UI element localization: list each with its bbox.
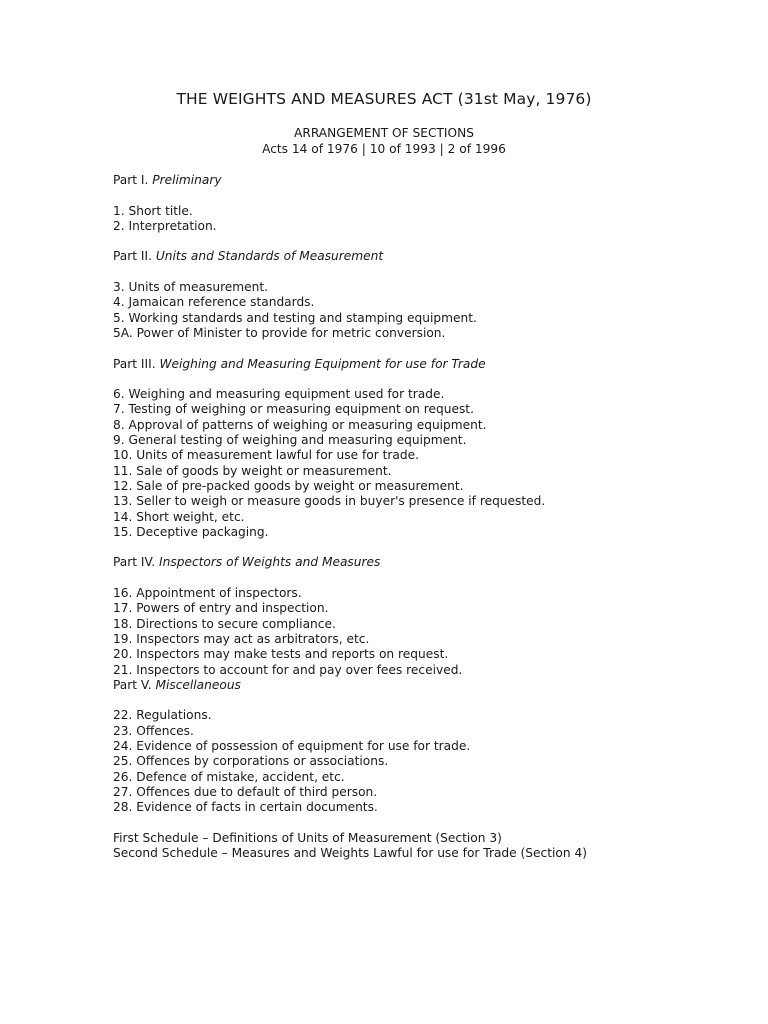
part-heading xyxy=(113,173,733,188)
part-name: Units and Standards of Measurement xyxy=(155,249,384,264)
section-item: 19. Inspectors may act as arbitrators, etc. xyxy=(113,631,370,646)
section-item: 9. General testing of weighing and measuring equipment. xyxy=(113,433,467,448)
section-item: 7. Testing of weighing or measuring equipment on request. xyxy=(113,402,474,417)
section-item: 11. Sale of goods by weight or measurement. xyxy=(113,463,392,478)
section-item: 15. Deceptive packaging. xyxy=(113,524,269,539)
arrangement-heading: ARRANGEMENT OF SECTIONS xyxy=(294,126,474,140)
part-prefix: Part I. xyxy=(113,173,149,187)
part-name: Weighing and Measuring Equipment for use for Trade xyxy=(159,356,486,371)
section-item: 2. Interpretation. xyxy=(113,218,217,233)
section-item: 28. Evidence of facts in certain documents. xyxy=(113,800,378,815)
schedule-item: First Schedule – Definitions of Units of Measurement (Section 3) xyxy=(113,830,502,845)
section-item: 3. Units of measurement. xyxy=(113,280,269,295)
schedule-item: Second Schedule – Measures and Weights Lawful for use for Trade (Section 4) xyxy=(113,846,587,861)
section-item: 8. Approval of patterns of weighing or measuring equipment. xyxy=(113,417,487,432)
section-item: 10. Units of measurement lawful for use for trade. xyxy=(113,448,419,463)
part-heading xyxy=(113,357,733,372)
section-item: 25. Offences by corporations or associations. xyxy=(113,754,389,769)
part-name: Miscellaneous xyxy=(155,677,241,692)
section-item: 18. Directions to secure compliance. xyxy=(113,616,336,631)
part-prefix: Part II. xyxy=(113,249,152,264)
document-title: THE WEIGHTS AND MEASURES ACT (31st May, 1976) xyxy=(176,90,592,108)
part-heading xyxy=(113,678,733,693)
part-prefix: Part V. xyxy=(113,677,152,692)
section-item: 5. Working standards and testing and stamping equipment. xyxy=(113,310,477,325)
section-item: 1. Short title. xyxy=(113,203,193,218)
part-heading xyxy=(113,249,733,264)
section-item: 6. Weighing and measuring equipment used for trade. xyxy=(113,387,445,402)
part-prefix: Part IV. xyxy=(113,555,156,570)
section-item: 17. Powers of entry and inspection. xyxy=(113,601,329,616)
section-item: 5A. Power of Minister to provide for metric conversion. xyxy=(113,325,446,340)
part-heading xyxy=(113,555,733,570)
part-name: Inspectors of Weights and Measures xyxy=(159,555,381,570)
section-item: 16. Appointment of inspectors. xyxy=(113,586,302,601)
section-item: 12. Sale of pre-packed goods by weight or measurement. xyxy=(113,478,464,493)
section-item: 20. Inspectors may make tests and reports on request. xyxy=(113,647,449,662)
part-name: Preliminary xyxy=(152,173,222,187)
section-item: 27. Offences due to default of third person. xyxy=(113,784,378,799)
section-item: 26. Defence of mistake, accident, etc. xyxy=(113,769,345,784)
acts-reference: Acts 14 of 1976 | 10 of 1993 | 2 of 1996 xyxy=(262,142,506,156)
part-prefix: Part III. xyxy=(113,356,156,371)
section-item: 24. Evidence of possession of equipment for use for trade. xyxy=(113,738,471,753)
section-item: 21. Inspectors to account for and pay over fees received. xyxy=(113,662,463,677)
section-item: 23. Offences. xyxy=(113,723,194,738)
section-item: 14. Short weight, etc. xyxy=(113,509,245,524)
section-item: 4. Jamaican reference standards. xyxy=(113,295,315,310)
section-item: 13. Seller to weigh or measure goods in buyer's presence if requested. xyxy=(113,494,546,509)
section-item: 22. Regulations. xyxy=(113,708,212,723)
sections-list xyxy=(113,173,733,861)
